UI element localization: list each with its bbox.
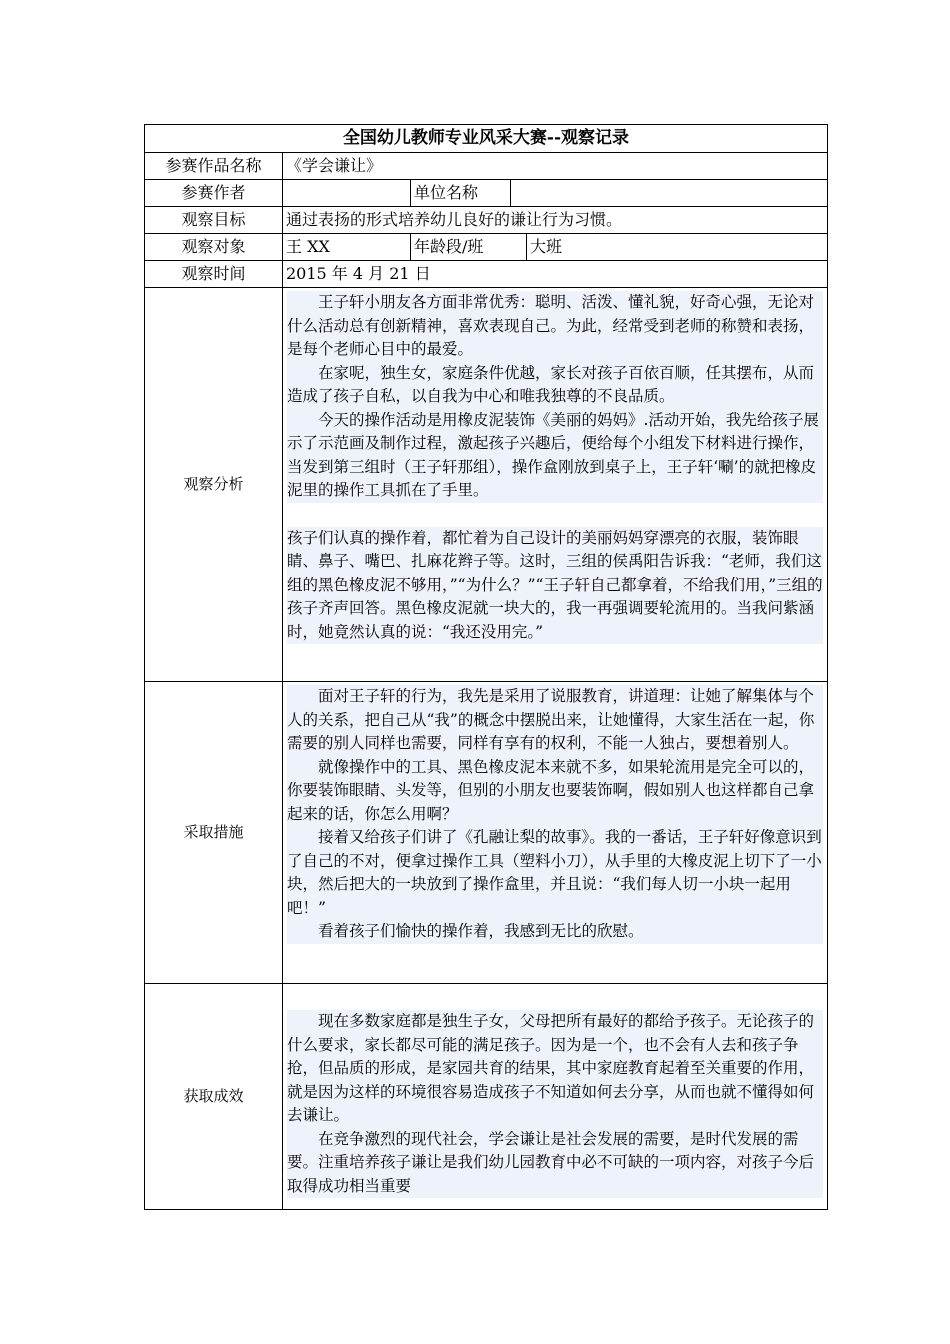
- time-value: 2015 年 4 月 21 日: [282, 261, 827, 287]
- analysis-paragraph: 在家呢，独生女，家庭条件优越，家长对孩子百依百顺，任其摆布，从而造成了孩子自私，以自我为中心和唯我独尊的不良品质。: [287, 362, 823, 409]
- analysis-row: [145, 287, 827, 681]
- results-paragraph: 在竞争激烈的现代社会，学会谦让是社会发展的需要，是时代发展的需要。注重培养孩子谦让是我们幼儿园教育中必不可缺的一项内容，对孩子今后取得成功相当重要: [287, 1128, 823, 1199]
- goal-value: 通过表扬的形式培养幼儿良好的谦让行为习惯。: [282, 207, 827, 233]
- analysis-label: 观察分析: [183, 475, 244, 493]
- age-class-label: 年龄段/班: [410, 234, 526, 260]
- analysis-paragraph: 今天的操作活动是用橡皮泥装饰《美丽的妈妈》.活动开始，我先给孩子展示了示范画及制作过程，激起孩子兴趣后，便给每个小组发下材料进行操作，当发到第三组时（王子轩那组），操作盒刚放到桌子上，王子轩‘唰’的就把橡皮泥里的操作工具抓在了手里。: [287, 409, 823, 503]
- goal-label: 观察目标: [181, 210, 246, 229]
- results-paragraph: 现在多数家庭都是独生子女，父母把所有最好的都给予孩子。无论孩子的什么要求，家长都尽可能的满足孩子。因为是一个，也不会有人去和孩子争抢，但品质的形成，是家园共育的结果，其中家庭教育起着至关重要的作用，就是因为这样的环境很容易造成孩子不知道如何去分享，从而也就不懂得如何去谦让。: [287, 1010, 823, 1128]
- measures-paragraph: 接着又给孩子们讲了《孔融让梨的故事》。我的一番话，王子轩好像意识到了自己的不对，便拿过操作工具（塑料小刀），从手里的大橡皮泥上切下了一小块，然后把大的一块放到了操作盒里，并且说：“我们每人切一小块一起用吧！”: [287, 826, 823, 920]
- measures-row: [145, 681, 827, 983]
- work-name-row: [145, 152, 827, 179]
- unit-label: 单位名称: [410, 180, 510, 206]
- observation-record-table: [144, 124, 828, 1210]
- time-label: 观察时间: [181, 264, 246, 283]
- subject-row: [145, 233, 827, 260]
- work-name-value: 《学会谦让》: [282, 153, 827, 179]
- analysis-paragraph: 王子轩小朋友各方面非常优秀：聪明、活泼、懂礼貌，好奇心强，无论对什么活动总有创新精神，喜欢表现自己。为此，经常受到老师的称赞和表扬，是每个老师心目中的最爱。: [287, 291, 823, 362]
- analysis-content: [282, 288, 827, 681]
- time-row: [145, 260, 827, 287]
- author-row: [145, 179, 827, 206]
- measures-content: [282, 682, 827, 983]
- measures-paragraph: 就像操作中的工具、黑色橡皮泥本来就不多，如果轮流用是完全可以的，你要装饰眼睛、头发等，但别的小朋友也要装饰啊，假如别人也这样都自己拿起来的话，你怎么用啊？: [287, 756, 823, 827]
- unit-value: [510, 180, 827, 206]
- results-row: [145, 983, 827, 1209]
- subject-value: 王 XX: [282, 234, 410, 260]
- measures-paragraph: 面对王子轩的行为，我先是采用了说服教育，讲道理：让她了解集体与个人的关系，把自己从“我”的概念中摆脱出来，让她懂得，大家生活在一起，你需要的别人同样也需要，同样有享有的权利，不能一人独占，要想着别人。: [287, 685, 823, 756]
- results-label: 获取成效: [183, 1087, 244, 1105]
- record-title: 全国幼儿教师专业风采大赛--观察记录: [342, 128, 630, 148]
- author-label: 参赛作者: [181, 183, 246, 202]
- subject-label: 观察对象: [181, 237, 246, 256]
- title-row: [145, 125, 827, 152]
- analysis-paragraph: 孩子们认真的操作着，都忙着为自己设计的美丽妈妈穿漂亮的衣服，装饰眼睛、鼻子、嘴巴、扎麻花辫子等。这时，三组的侯禹阳告诉我：“老师，我们这组的黑色橡皮泥不够用，”“为什么？”“王子轩自己都拿着，不给我们用，”三组的孩子齐声回答。黑色橡皮泥就一块大的，我一再强调要轮流用的。当我问紫涵时，她竟然认真的说：“我还没用完。”: [287, 527, 823, 645]
- measures-label: 采取措施: [183, 823, 244, 841]
- work-name-label: 参赛作品名称: [165, 156, 262, 175]
- results-content: [282, 984, 827, 1209]
- goal-row: [145, 206, 827, 233]
- measures-paragraph: 看着孩子们愉快的操作着，我感到无比的欣慰。: [287, 920, 823, 944]
- author-value: [282, 180, 410, 206]
- age-class-value: 大班: [526, 234, 827, 260]
